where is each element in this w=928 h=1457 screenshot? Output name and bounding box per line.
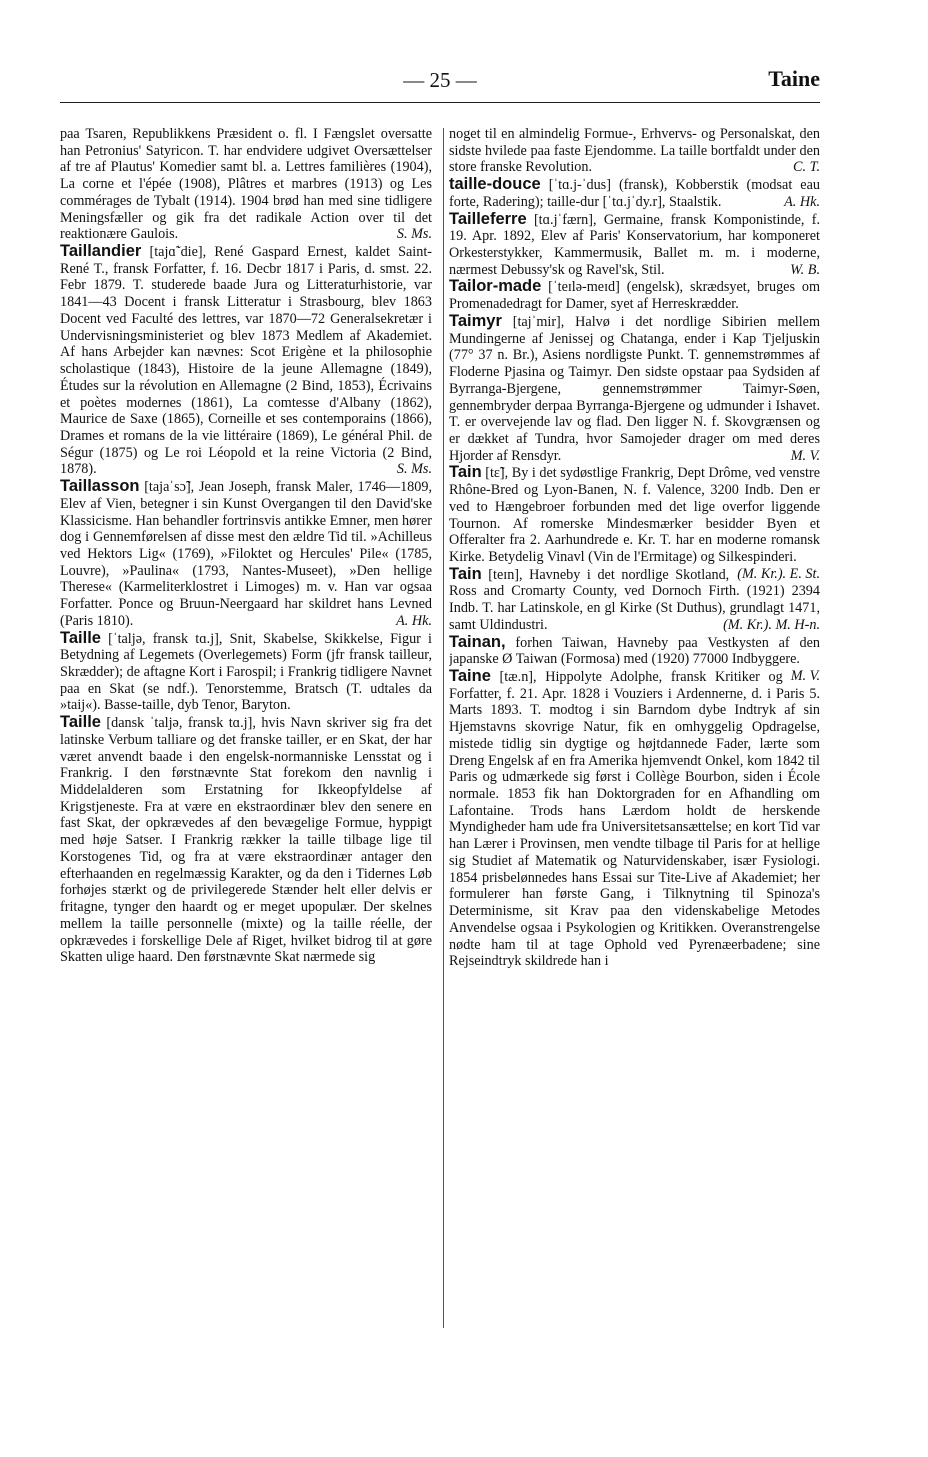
entry-headword: Taille	[60, 713, 101, 732]
entry	[449, 278, 820, 312]
entry-signature: M. V.	[790, 668, 820, 684]
entry	[449, 211, 820, 279]
entry-signature: A. Hk.	[396, 612, 432, 629]
running-head: Taine	[768, 66, 820, 91]
entry-signature: M. V.	[790, 447, 820, 464]
entry-signature: (M. Kr.). E. St.	[737, 565, 820, 582]
entry-headword: Tainan,	[449, 632, 506, 651]
entry-headword: Taine	[449, 667, 491, 685]
entry-headword: taille-douce	[449, 175, 541, 194]
entry-text: [ˈteɪlə-meɪd] (engelsk), skrædsyet, bruges om Promenadedragt for Damer, syet af Herreskrædder.	[449, 279, 820, 313]
entry-text: [teɪn], Havneby i det nordlige Skotland, Ross and Cromarty County, ved Dornoch Firth. (1921) 2394 Indb. T. har Latinskole, en gl Kirke (St Duthus), grundlagt 1471, samt Uldindustri.	[449, 566, 820, 633]
entry-headword: Tailleferre	[449, 209, 527, 228]
entry	[60, 630, 432, 715]
entry	[449, 126, 820, 176]
entry-headword: Tain	[449, 564, 482, 583]
entry-text: forhen Taiwan, Havneby paa Vestkysten af den japanske Ø Taiwan (Formosa) med (1920) 77000 Indbyggere.	[449, 634, 820, 668]
entry-text: [tajˈmir], Halvø i det nordlige Sibirien mellem Mundingerne af Jenissej og Chatanga, ender i Kap Tjeljuskin (77° 37 n. Br.), Asiens nordligste Punkt. T. gennemstrømmes af Floderne Pjasina og Taimyr. Den sidste opstaar paa Sydsiden af Byrranga-Bjergene, gennemstrømmer Taimyr-Søen, gennembryder derpaa Byrranga-Bjergene og udmunder i Ishavet. T. er overvejende lav og flad. Den ligger N. f. Skovgrænsen og er dækket af Tundra, hvor Samojeder drager om med deres Hjorder af Rensdyr.	[449, 313, 820, 464]
entry-headword: Tailor-made	[449, 277, 542, 296]
entry	[449, 668, 820, 970]
entry-text: [dansk ˈtaljə, fransk tɑ.j], hvis Navn skriver sig fra det latinske Verbum talliare og det franske tailler, er en Skat, der har været anvendt baade i den engelsk-normanniske Lensstat og i Frankrig. I den førstnævnte Stat forekom den navnlig i Middelalderen som Erstatning for Ikkeopfyldelse af Krigstjeneste. Fra at være en ekstraordinær blev den senere en fast Skat, der opkrævedes af den bevægelige Formue, hyppigt med høje Satser. I Frankrig rækker la taille tilbage lige til Korstogenes Tid, og fra at være ekstraordinær antager den efterhaanden en regelmæssig Karakter, og da den i Tidernes Løb forhøjes stærkt og de privilegerede Stænder helt eller delvis er fritagne, tynger den haardt og er meget upopulær. Der skelnes mellem la taille personnelle (mixte) og la taille réelle, der opkrævedes i forskellige Dele af Riget, hvilket bidrog til at gøre Skatten ulige haard. Den førstnævnte Skat nærmede sig	[60, 715, 432, 966]
entry-text: [tajɑ̃ˈdie], René Gaspard Ernest, kaldet Saint-René T., fransk Forfatter, f. 16. Decbr 1817 i Paris, d. smst. 22. Febr 1879. T. studerede baade Jura og Litteraturhistorie, var 1841—43 Docent i fransk Litteratur i Strasbourg, blev 1863 Docent ved Faculté des lettres, var 1870—72 Generalsekretær i Undervisningsministeriet og blev 1873 Medlem af Akademiet. Af hans Arbejder kan nævnes: Scot Erigène et la philosophie scholastique (1843), Histoire de la jeune Allemagne (1849), Études sur la révolution en Allemagne (2 Bind, 1853), Écrivains et poètes modernes (1861), La comtesse d'Albany (1862), Maurice de Saxe (1865), Corneille et ses contemporains (1866), Drames et romans de la vie littéraire (1869), Le général Phil. de Ségur (1875) og Le roi Léopold et la reine Victoria (2 Bind, 1878).	[60, 244, 432, 478]
page-header	[60, 62, 820, 103]
left-column	[60, 126, 432, 1326]
entry-signature: A. Hk.	[784, 193, 820, 210]
entry-headword: Taimyr	[449, 311, 502, 330]
entry-text: [tajaˈsɔ̃], Jean Joseph, fransk Maler, 1746—1809, Elev af Vien, betegner i sin Kunst Overgangen til den David'ske Klassicisme. Han behandler fortrinsvis antikke Emner, men hører dog i Gennemførelsen af disse mest den ældre Tid til. »Achilleus ved Hektors Lig« (1769), »Filoktet og Hercules' Pile« (1785, Louvre), »Paulina« (1793, Nantes-Museet), »Den hellige Therese« (Karmeliterklostret i Limoges) m. v. Han var ogsaa Forfatter. Ponce og Bruun-Neergaard har skildret hans Levned (Paris 1810).	[60, 479, 432, 629]
entry	[60, 478, 432, 629]
column-divider	[443, 128, 444, 1328]
entry	[449, 463, 820, 582]
entry-signature: S. Ms.	[396, 461, 432, 478]
entry-text: noget til en almindelig Formue-, Erhvervs- og Personalskat, den sidste hvilede paa faste Ejendomme. La taille bortfaldt under den store franske Revolution.	[449, 126, 820, 176]
entry-text: [ˈtɑ.j-ˈdus] (fransk), Kobberstik (modsat eau forte, Radering); taille-dur [ˈtɑ.jˈdy.r], Staalstik.	[449, 177, 820, 210]
entry	[449, 313, 820, 464]
entry-headword: Tain	[449, 463, 482, 482]
entry-signature: S. Ms.	[396, 226, 432, 243]
entry	[60, 714, 432, 966]
entry-text: [tɑ.jˈfærn], Germaine, fransk Komponistinde, f. 19. Apr. 1892, Elev af Paris' Konservatorium, har komponeret Orkesterstykker, Kammermusik, Ballet m. m. i moderne, nærmest Debussy'sk og Ravel'sk, Stil.	[449, 211, 820, 278]
entry-signature: C. T.	[793, 159, 820, 176]
entry-text: [ˈtaljə, fransk tɑ.j], Snit, Skabelse, Skikkelse, Figur i Betydning af Legemets (Overlegemets) Form (jfr fransk tailleur, Skrædder); de aftagne Kort i Farospil; i Frankrig tidligere Navnet paa en Skat (se ndf.). Tenorstemme, Bratsch (T. udtales da »taij«). Basse-taille, dyb Tenor, Baryton.	[60, 630, 432, 714]
entry-headword: Taillasson	[60, 477, 140, 496]
entry	[60, 243, 432, 478]
page-number: — 25 —	[403, 68, 477, 92]
entry-signature: (M. Kr.). M. H-n.	[723, 616, 820, 633]
entry	[60, 126, 432, 243]
right-column	[449, 126, 820, 1326]
entry	[449, 176, 820, 210]
entry-text: paa Tsaren, Republikkens Præsident o. fl. I Fængslet oversatte han Petronius' Satyricon. T. har endvidere udgivet Oversættelser af tre af Plautus' Komedier samt bl. a. Lettres familières (1904), La corne et l'épée (1908), Plâtres et marbres (1913) og Les commérages de Tybalt (1914). 1904 brød han med sine tidligere Meningsfæller og gik fra det radikale Action over til det reaktionære Gaulois.	[60, 126, 432, 243]
entry-headword: Taille	[60, 628, 101, 647]
entry-text: [tɛ̃], By i det sydøstlige Frankrig, Dept Drôme, ved venstre Rhône-Bred og Lyon-Banen, N. f. Valence, 3200 Indb. Den er ved to Hængebroer forbunden med det lige overfor liggende Tournon. Af romerske Mindesmærker besidder Byen et Offeralter fra 2. Aarhundrede e. Kr. T. har en moderne romansk Kirke. Betydelig Vinavl (Vin de l'Ermitage) og Silkespinderi.	[449, 465, 820, 565]
entry-text: [tæ.n], Hippolyte Adolphe, fransk Kritiker og Forfatter, f. 21. Apr. 1828 i Vouziers i Ardennerne, d. i Paris 5. Marts 1893. T. modtog i sin Barndom dybe Indtryk af sin Hjemstavns skovrige Natur, fik en omhyggelig Opdragelse, mistede tidlig sin dygtige og højtdannede Fader, lærte som Dreng Engelsk af en fra Amerika hjemvendt Onkel, kom 1842 til Paris og udmærkede sig først i Collège Bourbon, siden i École normale. 1853 fik han Doktorgraden for en Afhandling om Lafontaine. Trods hans Lærdom holdt de herskende Myndigheder ham ude fra Universitetsansættelse; en kort Tid var han Lærer i Provinsen, men vendte tilbage til Paris for at hellige sig Studiet af Matematik og Naturvidenskaber, især Fysiologi. 1854 prisbelønnedes hans Essai sur Tite-Live af Akademiet; her formulerer han første Gang, i Tilknytning til Spinoza's Determinisme, sit Krav paa den videnskabelige Metodes Anvendelse ogsaa i Psykologien og Kritikken. Overanstrengelse nødte ham til at tage Ophold ved Pyrenæerbadene; sine Rejseindtryk skildrede han i	[449, 669, 820, 970]
entry-signature: W. B.	[790, 261, 820, 278]
entry-headword: Taillandier	[60, 242, 142, 261]
